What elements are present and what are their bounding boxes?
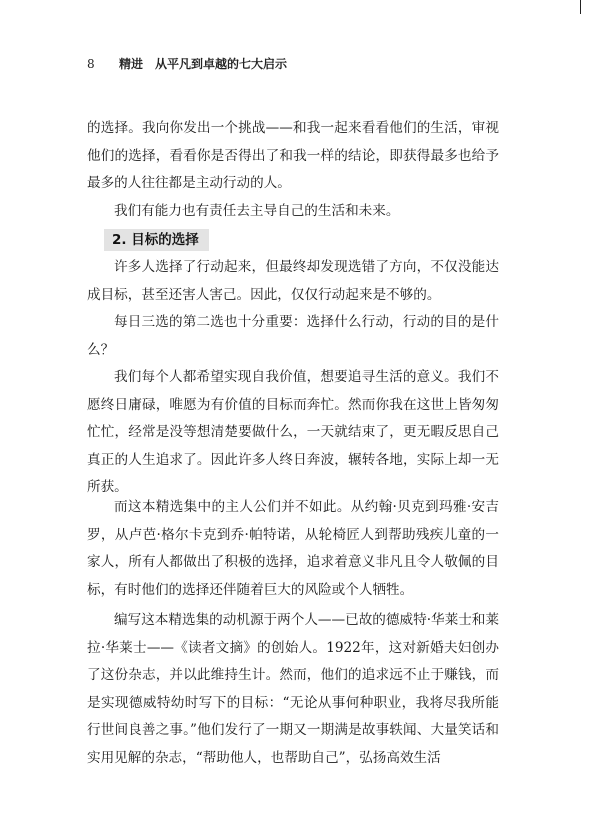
crop-mark (580, 0, 581, 14)
page-number: 8 (87, 57, 95, 71)
book-title: 精进 从平凡到卓越的七大启示 (119, 57, 288, 71)
paragraph-continuation: 的选择。我向你发出一个挑战——和我一起来看看他们的生活，审视他们的选择，看看你是否得出了和我一样的结论，即获得最多也给予最多的人往往都是主动行动的人。 (87, 120, 499, 191)
paragraph: 而这本精选集中的主人公们并不如此。从约翰·贝克到玛雅·安吉罗，从卢芭·格尔卡克到乔·帕特诺，从轮椅匠人到帮助残疾儿童的一家人，所有人都做出了积极的选择，追求着意义非凡且令人敬佩的目标，有时他们的选择还伴随着巨大的风险或个人牺牲。 (87, 499, 499, 598)
section-heading: 2. 目标的选择 (104, 229, 209, 251)
paragraph: 我们每个人都希望实现自我价值，想要追寻生活的意义。我们不愿终日庸碌，唯愿为有价值的目标而奔忙。然而你我在这世上皆匆匆忙忙，经常是没等想清楚要做什么，一天就结束了，更无暇反思自己真正的人生追求了。因此许多人终日奔波，辗转各地，实际上却一无所获。 (87, 369, 499, 495)
running-header (87, 55, 287, 72)
paragraph: 编写这本精选集的动机源于两个人——已故的德威特·华莱士和莱拉·华莱士——《读者文摘》的创始人。1922年，这对新婚夫妇创办了这份杂志，并以此维持生计。然而，他们的追求远不止于赚钱，而是实现德威特幼时写下的目标：“无论从事何种职业，我将尽我所能行世间良善之事。”他们发行了一期又一期满是故事轶闻、大量笑话和实用见解的杂志，“帮助他人，也帮助自己”，弘扬高效生活 (87, 612, 499, 766)
paragraph: 每日三选的第二选也十分重要：选择什么行动，行动的目的是什么？ (87, 314, 499, 358)
paragraph: 许多人选择了行动起来，但最终却发现选错了方向，不仅没能达成目标，甚至还害人害己。因此，仅仅行动起来是不够的。 (87, 259, 499, 303)
paragraph: 我们有能力也有责任去主导自己的生活和未来。 (114, 203, 400, 219)
